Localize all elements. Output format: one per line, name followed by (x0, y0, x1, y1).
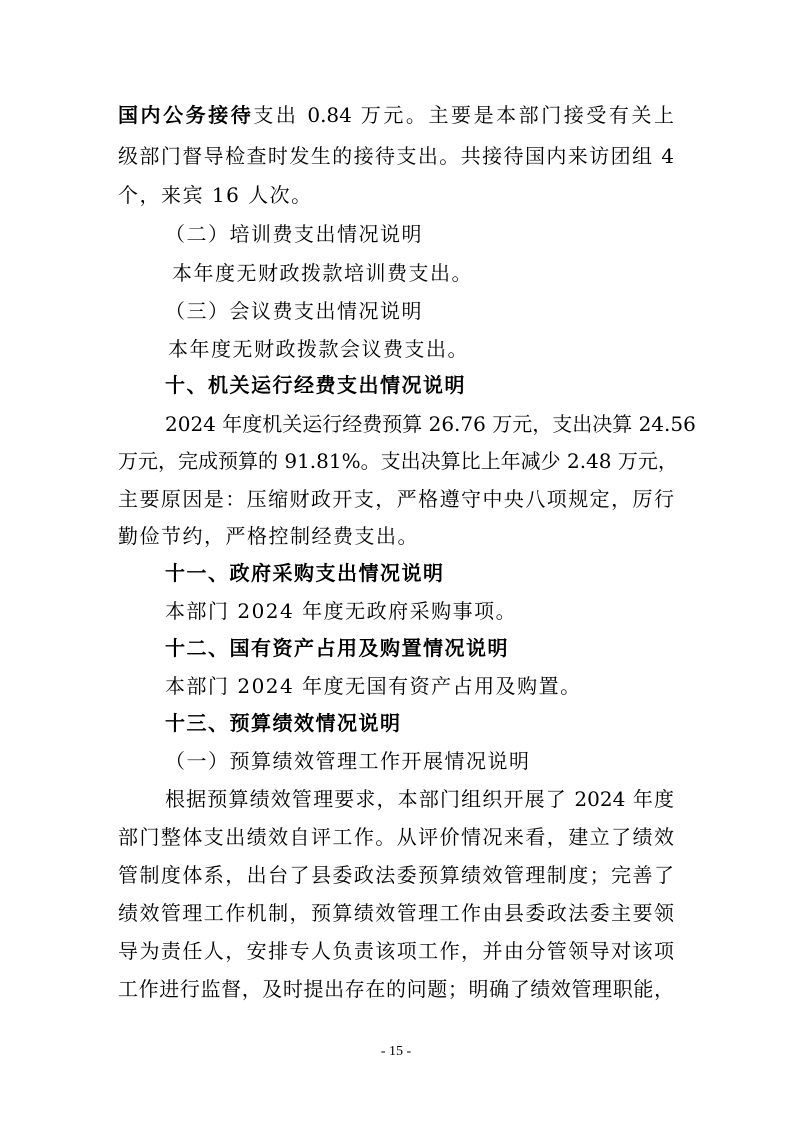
paragraph-s10-line-2: 万元，完成预算的 91.81%。支出决算比上年减少 2.48 万元， (118, 449, 678, 473)
paragraph-s10-line-3: 主要原因是：压缩财政开支，严格遵守中央八项规定，厉行 (118, 487, 674, 511)
paragraph-s13-line-5: 导为责任人，安排专人负责该项工作，并由分管领导对该项 (118, 939, 674, 963)
paragraph-s10-line-1: 2024 年度机关运行经费预算 26.76 万元，支出决算 24.56 (165, 412, 696, 436)
section-13-1-heading: （一）预算绩效管理工作开展情况说明 (165, 749, 531, 773)
paragraph-s13-line-4: 绩效管理工作机制，预算绩效管理工作由县委政法委主要领 (118, 901, 674, 925)
reception-text: 支出 0.84 万元。主要是本部门接受有关上 (253, 103, 674, 127)
heading-section-13: 十三、预算绩效情况说明 (165, 711, 402, 735)
section-training-text: 本年度无财政拨款培训费支出。 (172, 261, 473, 285)
section-training-heading: （二）培训费支出情况说明 (165, 222, 423, 246)
paragraph-s13-line-1: 根据预算绩效管理要求，本部门组织开展了 2024 年度 (165, 787, 674, 811)
paragraph-reception-line-1 (118, 101, 674, 129)
paragraph-s13-line-6: 工作进行监督，及时提出存在的问题；明确了绩效管理职能， (118, 977, 674, 1001)
section-meeting-heading: （三）会议费支出情况说明 (165, 299, 423, 323)
paragraph-s13-line-3: 管制度体系，出台了县委政法委预算绩效管理制度；完善了 (118, 863, 674, 887)
section-meeting-text: 本年度无财政拨款会议费支出。 (168, 337, 469, 361)
paragraph-s12: 本部门 2024 年度无国有资产占用及购置。 (165, 674, 582, 698)
paragraph-s11: 本部门 2024 年度无政府采购事项。 (165, 599, 518, 623)
paragraph-reception-line-2: 级部门督导检查时发生的接待支出。共接待国内来访团组 4 (118, 144, 674, 168)
heading-section-11: 十一、政府采购支出情况说明 (165, 561, 445, 585)
paragraph-s10-line-4: 勤俭节约，严格控制经费支出。 (118, 524, 419, 548)
heading-section-12: 十二、国有资产占用及购置情况说明 (165, 636, 509, 660)
page-number: - 15 - (380, 1044, 412, 1059)
heading-section-10: 十、机关运行经费支出情况说明 (165, 373, 466, 397)
paragraph-s13-line-2: 部门整体支出绩效自评工作。从评价情况来看，建立了绩效 (118, 825, 674, 849)
reception-bold-term: 国内公务接待 (118, 103, 254, 127)
paragraph-reception-line-3: 个，来宾 16 人次。 (118, 183, 313, 207)
